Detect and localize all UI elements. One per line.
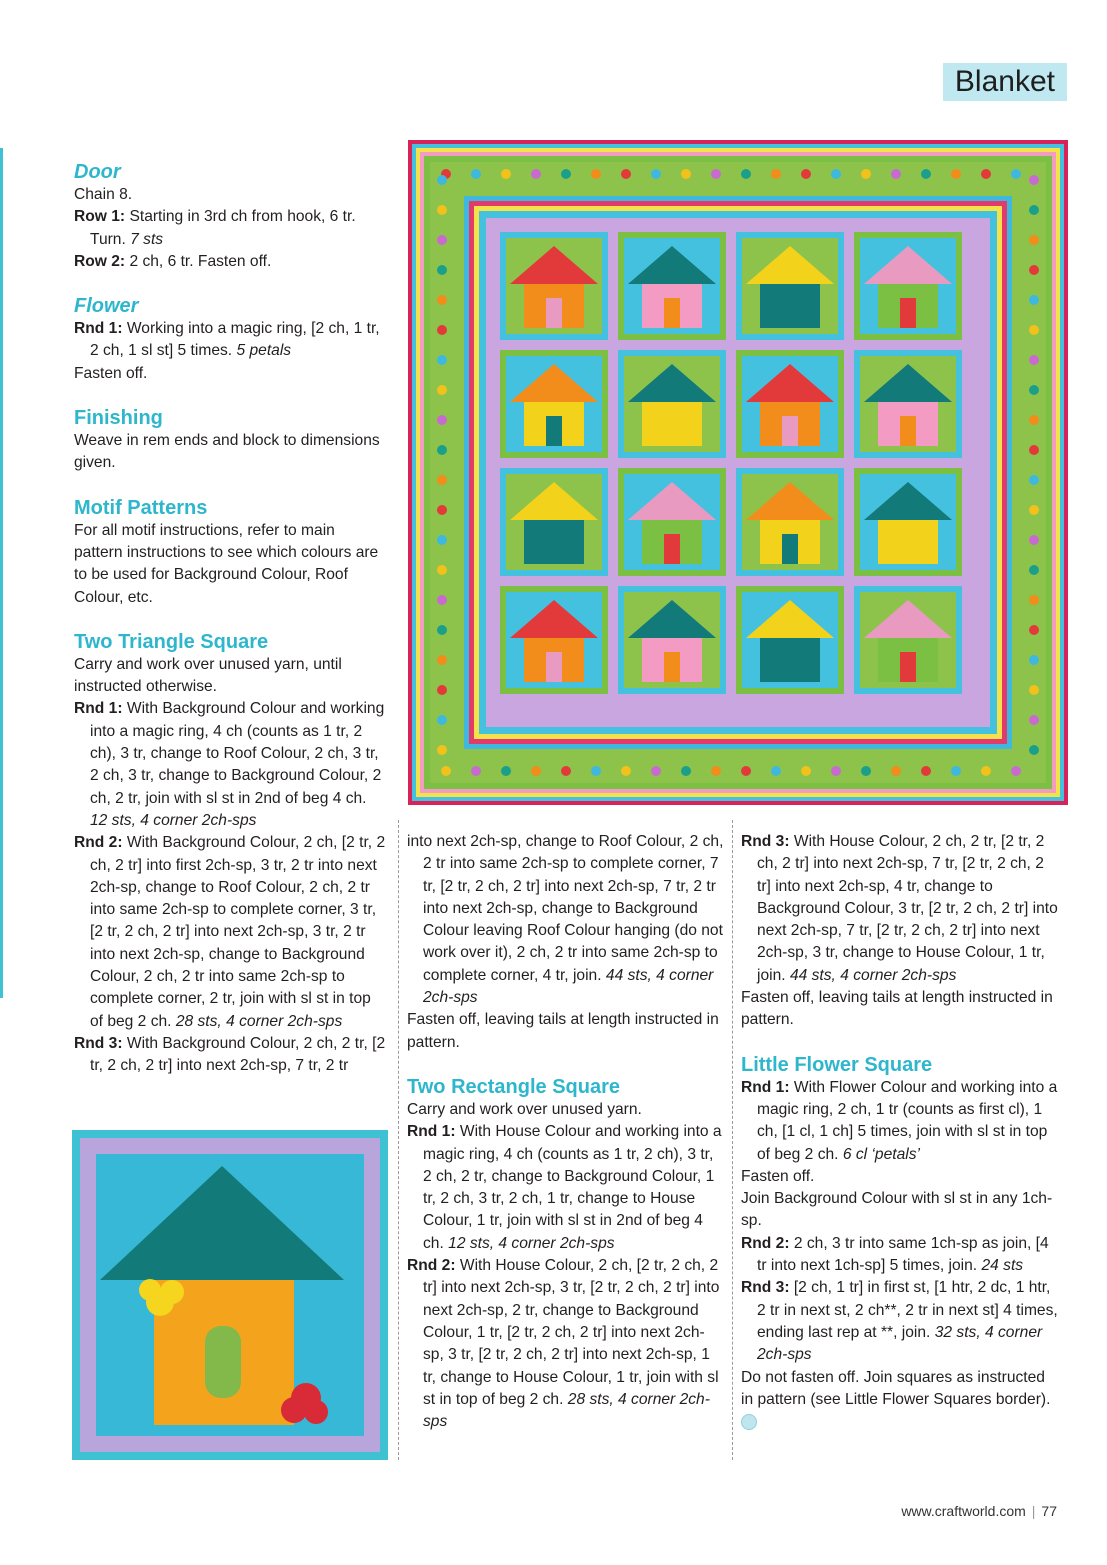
door-heading: Door	[74, 161, 121, 183]
finishing-heading: Finishing	[74, 407, 163, 430]
yarn-ball-icon	[741, 1414, 757, 1430]
little-flower-rnd3: Rnd 3: [2 ch, 1 tr] in first st, [1 htr, 2 dc, 1 htr, 2 tr in next st, 2 ch**, 2 tr in next st] 4 times, ending last rep at **, join. 32 sts, 4 corner 2ch-sps	[741, 1279, 1058, 1364]
two-triangle-rnd2: Rnd 2: With Background Colour, 2 ch, [2 tr, 2 ch, 2 tr] into first 2ch-sp, 3 tr, 2 tr into next 2ch-sp, change to Roof Colour, 2 ch, 2 tr into same 2ch-sp to complete corner, 3 tr, [2 tr, 2 ch, 2 tr] into next 2ch-sp, 3 tr, 2 tr into next 2ch-sp, change to Background Colour, 2 ch, 2 tr into same 2ch-sp to complete corner, 2 tr, join with sl st in top of beg 2 ch. 28 sts, 4 corner 2ch-sps	[74, 834, 386, 1030]
two-triangle-rnd3-cont: into next 2ch-sp, change to Roof Colour, 2 ch, 2 tr into same 2ch-sp to complete corner, 7 tr, [2 tr, 2 ch, 2 tr] into next 2ch-sp, 7 tr, 2 tr into next 2ch-sp, change to Background Colour leaving Roof Colour hanging (do not work over it), 2 ch, 2 tr into same 2ch-sp to complete corner, 4 tr, join. 44 sts, 4 corner 2ch-sps	[407, 833, 724, 1007]
margin-accent-bar	[0, 148, 3, 998]
column-right	[741, 831, 1059, 1433]
footer-website: www.craftworld.com	[901, 1503, 1026, 1519]
motif-text: For all motif instructions, refer to main pattern instructions to see which colours are to be used for Background Colour, Roof Colour, etc.	[74, 521, 379, 606]
two-triangle-heading: Two Triangle Square	[74, 630, 269, 653]
column-middle	[407, 831, 725, 1433]
little-flower-rnd2: Rnd 2: 2 ch, 3 tr into same 1ch-sp as join, [4 tr into next 1ch-sp] 5 times, join. 24 sts	[741, 1234, 1049, 1275]
two-rectangle-heading: Two Rectangle Square	[407, 1075, 621, 1098]
little-flower-end: Do not fasten off. Join squares as instructed in pattern (see Little Flower Squares border).	[741, 1367, 1059, 1434]
little-flower-heading: Little Flower Square	[741, 1053, 933, 1076]
column-divider	[398, 820, 399, 1460]
door-chain: Chain 8.	[74, 186, 133, 203]
section-title-tab: Blanket	[943, 63, 1067, 101]
page-footer: www.craftworld.com | 77	[901, 1503, 1057, 1519]
flower-rnd1: Rnd 1: Working into a magic ring, [2 ch, 1 tr, 2 ch, 1 sl st] 5 times. 5 petals	[74, 320, 380, 360]
two-triangle-rnd1: Rnd 1: With Background Colour and working into a magic ring, 4 ch (counts as 1 tr, 2 ch), 3 tr, change to Roof Colour, 2 ch, 3 tr, 2 ch, 3 tr, change to Background Colour, 2 ch, 2 tr, join with sl st in 2nd of beg 4 ch. 12 sts, 4 corner 2ch-sps	[74, 700, 385, 829]
two-rectangle-rnd2: Rnd 2: With House Colour, 2 ch, [2 tr, 2 ch, 2 tr] into next 2ch-sp, 3 tr, [2 tr, 2 ch, 2 tr] into next 2ch-sp, 2 tr, change to Background Colour, 1 tr, [2 tr, 2 ch, 2 tr] into next 2ch-sp, 3 tr, [2 tr, 2 ch, 2 tr] into next 2ch-sp, 1 tr, change to House Colour, 1 tr, join with sl st in top of beg 2 ch. 28 sts, 4 corner 2ch-sps	[407, 1257, 720, 1431]
door-row2: Row 2: 2 ch, 6 tr. Fasten off.	[74, 252, 272, 270]
page-number: 77	[1041, 1503, 1057, 1519]
column-divider	[732, 820, 733, 1460]
blanket-photo	[408, 140, 1068, 805]
little-flower-join: Join Background Colour with sl st in any 1ch-sp.	[741, 1190, 1053, 1230]
little-flower-fasten: Fasten off.	[741, 1167, 815, 1185]
two-triangle-intro: Carry and work over unused yarn, until instructed otherwise.	[74, 655, 342, 696]
two-rectangle-fasten: Fasten off, leaving tails at length instructed in pattern.	[741, 989, 1053, 1029]
house-square-photo	[72, 1130, 388, 1460]
two-rectangle-intro: Carry and work over unused yarn.	[407, 1100, 642, 1118]
door-row1: Row 1: Starting in 3rd ch from hook, 6 tr. Turn. 7 sts	[74, 208, 356, 248]
motif-heading: Motif Patterns	[74, 496, 208, 519]
finishing-text: Weave in rem ends and block to dimensions given.	[74, 432, 380, 472]
little-flower-rnd1: Rnd 1: With Flower Colour and working into a magic ring, 2 ch, 1 tr (counts as first cl), 1 ch, [1 cl, 1 ch] 5 times, join with sl st in top of beg 2 ch. 6 cl ‘petals’	[741, 1078, 1058, 1163]
two-triangle-fasten: Fasten off, leaving tails at length instructed in pattern.	[407, 1011, 719, 1051]
flower-fasten: Fasten off.	[74, 364, 148, 382]
two-rectangle-rnd3: Rnd 3: With House Colour, 2 ch, 2 tr, [2 tr, 2 ch, 2 tr] into next 2ch-sp, 7 tr, [2 tr, 2 ch, 2 tr] into next 2ch-sp, 4 tr, change to Background Colour, 3 tr, [2 tr, 2 ch, 2 tr] into next 2ch-sp, 7 tr, [2 tr, 2 ch, 2 tr] into next 2ch-sp, 3 tr, change to House Colour, 1 tr, join. 44 sts, 4 corner 2ch-sps	[741, 833, 1058, 984]
two-rectangle-rnd1: Rnd 1: With House Colour and working into a magic ring, 4 ch (counts as 1 tr, 2 ch), 3 tr, 2 ch, 2 tr, change to Background Colour, 1 tr, 2 ch, 3 tr, 2 ch, 1 tr, change to House Colour, 1 tr, join with sl st in 2nd of beg 4 ch. 12 sts, 4 corner 2ch-sps	[407, 1123, 722, 1252]
flower-heading: Flower	[74, 295, 139, 318]
column-left	[74, 160, 386, 1078]
two-triangle-rnd3: Rnd 3: With Background Colour, 2 ch, 2 tr, [2 tr, 2 ch, 2 tr] into next 2ch-sp, 7 tr, 2 tr	[74, 1034, 386, 1075]
